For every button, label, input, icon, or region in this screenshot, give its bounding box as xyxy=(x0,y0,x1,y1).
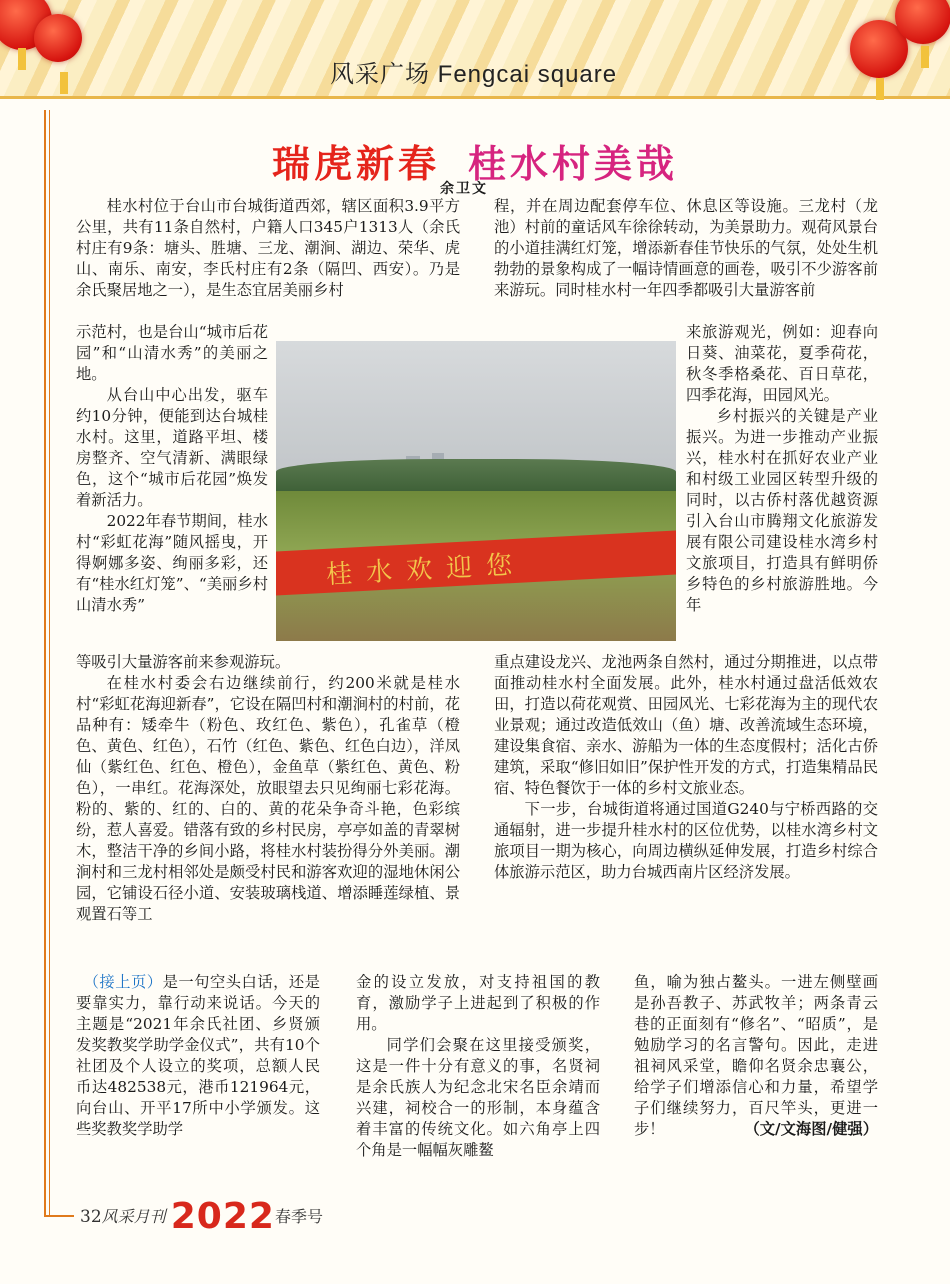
magazine-name: 风采月刊 xyxy=(101,1207,166,1226)
col2-narrow-text xyxy=(686,322,878,616)
paragraph: 金的设立发放，对支持祖国的教育，激励学子上进起到了积极的作用。 xyxy=(356,973,600,1033)
paragraph: 下一步，台城街道将通过国道G240与宁桥西路的交通辐射，进一步提升桂水村的区位优势，以桂水湾乡村文旅项目一期为核心，向周边横纵延伸发展，打造乡村综合体旅游示范区，助力台城西南片区经济发展。 xyxy=(494,800,878,881)
col2-top-text xyxy=(494,196,878,301)
paragraph: 鱼，喻为独占鳌头。一进左侧壁画是孙吾教子、苏武牧羊；两条青云巷的正面刻有“修名”、“昭质”，是勉励学习的名言警句。因此，走进祖祠风采堂，瞻仰名贤余忠襄公，给学子们增添信心和力量，希望学子们继续努力，百尺竿头，更进一步！ xyxy=(634,973,878,1138)
col1-narrow-text xyxy=(76,322,268,616)
continued-label: （接上页） xyxy=(83,973,163,991)
credit-line: （文/文海图/健强） xyxy=(744,1120,878,1138)
photo-trees xyxy=(276,459,676,491)
continued-text: 是一句空头白话，还是要靠实力，靠行动来说话。今天的主题是“2021年余氏社团、乡贤颁发奖教奖学助学金仪式”，共有10个社团及个人设立的奖项，总额人民币达482538元，港币121964元，向台山、开平17所中小学颁发。这些奖教奖学助学 xyxy=(76,973,320,1138)
continued-col2 xyxy=(356,972,600,1161)
paragraph: 2022年春节期间，桂水村“彩虹花海”随风摇曳，开得婀娜多姿、绚丽多彩，还有“桂水红灯笼”、“美丽乡村山清水秀” xyxy=(76,512,268,614)
photo-flower-text: 桂水欢迎您 xyxy=(325,549,527,591)
continued-col3 xyxy=(634,972,878,1140)
col1-top-text xyxy=(76,196,460,301)
paragraph: 桂水村位于台山市台城街道西郊，辖区面积3.9平方公里，共有11条自然村，户籍人口345户1313人（余氏村庄有9条：塘头、胜塘、三龙、潮涧、湖边、荣华、虎山、南乐、南安，李氏村庄有2条（隔凹、西安）。乃是余氏聚居地之一），是生态宜居美丽乡村 xyxy=(76,197,460,299)
left-decorative-rule xyxy=(44,110,46,1215)
paragraph: 从台山中心出发，驱车约10分钟，便能到达台城桂水村。这里，道路平坦、楼房整齐、空气清新、满眼绿色，这个“城市后花园”焕发着新活力。 xyxy=(76,386,268,509)
left-decorative-rule xyxy=(49,110,50,1215)
red-lantern-icon xyxy=(34,14,82,62)
paragraph xyxy=(76,972,320,1140)
col2-bottom-text xyxy=(494,652,878,883)
paragraph: 同学们会聚在这里接受颁奖，这是一件十分有意义的事，名贤祠是余氏族人为纪念北宋名臣余靖而兴建，祠校合一的形制，本身蕴含着丰富的传统文化。如六角亭上四个角是一幅幅灰雕鳌 xyxy=(356,1036,600,1159)
author-byline: 余卫文 xyxy=(440,181,488,197)
paragraph: 示范村，也是台山“城市后花园”和“山清水秀”的美丽之地。 xyxy=(76,323,268,383)
title-part-1: 瑞虎新春 xyxy=(271,142,440,186)
issue-year: 2022 xyxy=(170,1196,275,1237)
bottom-decorative-rule xyxy=(44,1215,74,1217)
paragraph: 来旅游观光，例如：迎春向日葵、油菜花，夏季荷花，秋冬季格桑花、百日草花，四季花海，田园风光。 xyxy=(686,323,878,404)
paragraph: 在桂水村委会右边继续前行，约200米就是桂水村“彩虹花海迎新春”，它设在隔凹村和潮涧村的村前，花品种有：矮牵牛（粉色、玫红色、紫色），孔雀草（橙色、黄色、红色），石竹（红色、紫色、红色白边），洋凤仙（紫红色、红色、橙色），金鱼草（紫红色、黄色、粉色），一串红。花海深处，放眼望去只见绚丽七彩花海。粉的、紫的、红的、白的、黄的花朵争奇斗艳，色彩缤纷，惹人喜爱。错落有致的乡村民房，亭亭如盖的青翠树木，整洁干净的乡间小路，将桂水村装扮得分外美丽。潮涧村和三龙村相邻处是颇受村民和游客欢迎的湿地休闲公园，它铺设石径小道、安装玻璃栈道、增添睡莲绿植、景观置石等工 xyxy=(76,674,460,923)
section-title: 风采广场 Fengcai square xyxy=(330,61,618,88)
col1-bottom-text xyxy=(76,652,460,925)
title-part-2: 桂水村美哉 xyxy=(468,142,679,186)
paragraph: 等吸引大量游客前来参观游玩。 xyxy=(76,653,291,671)
page-number: 32 xyxy=(80,1207,102,1227)
continued-col1 xyxy=(76,972,320,1140)
page-header xyxy=(0,0,950,99)
photo-sky xyxy=(276,341,676,476)
issue-season: 春季号 xyxy=(274,1207,323,1226)
paragraph: 乡村振兴的关键是产业振兴。为进一步推动产业振兴，桂水村在抓好农业产业和村级工业园区转型升级的同时，以古侨村落优越资源引入台山市腾翔文化旅游发展有限公司建设桂水湾乡村文旅项目，打造具有鲜明侨乡特色的乡村旅游胜地。今年 xyxy=(686,407,878,614)
paragraph: 程，并在周边配套停车位、休息区等设施。三龙村（龙池）村前的童话风车徐徐转动，为美景助力。观荷风景台的小道挂满红灯笼，增添新春佳节快乐的气氛，处处生机勃勃的景象构成了一幅诗情画意的画卷，吸引不少游客前来游玩。同时桂水村一年四季都吸引大量游客前 xyxy=(494,197,878,299)
paragraph: 重点建设龙兴、龙池两条自然村，通过分期推进，以点带面推动桂水村全面发展。此外，桂水村通过盘活低效农田，打造以荷花观赏、田园风光、七彩花海为主的现代农业景观；通过改造低效山（鱼）塘、改善流域生态环境，建设集食宿、亲水、游船为一体的生态度假村；活化古侨建筑，采取“修旧如旧”保护性开发的方式，打造集精品民宿、特色餐饮于一体的乡村文旅业态。 xyxy=(494,653,878,797)
flower-field-photo xyxy=(276,341,676,641)
page-footer xyxy=(80,1196,323,1236)
